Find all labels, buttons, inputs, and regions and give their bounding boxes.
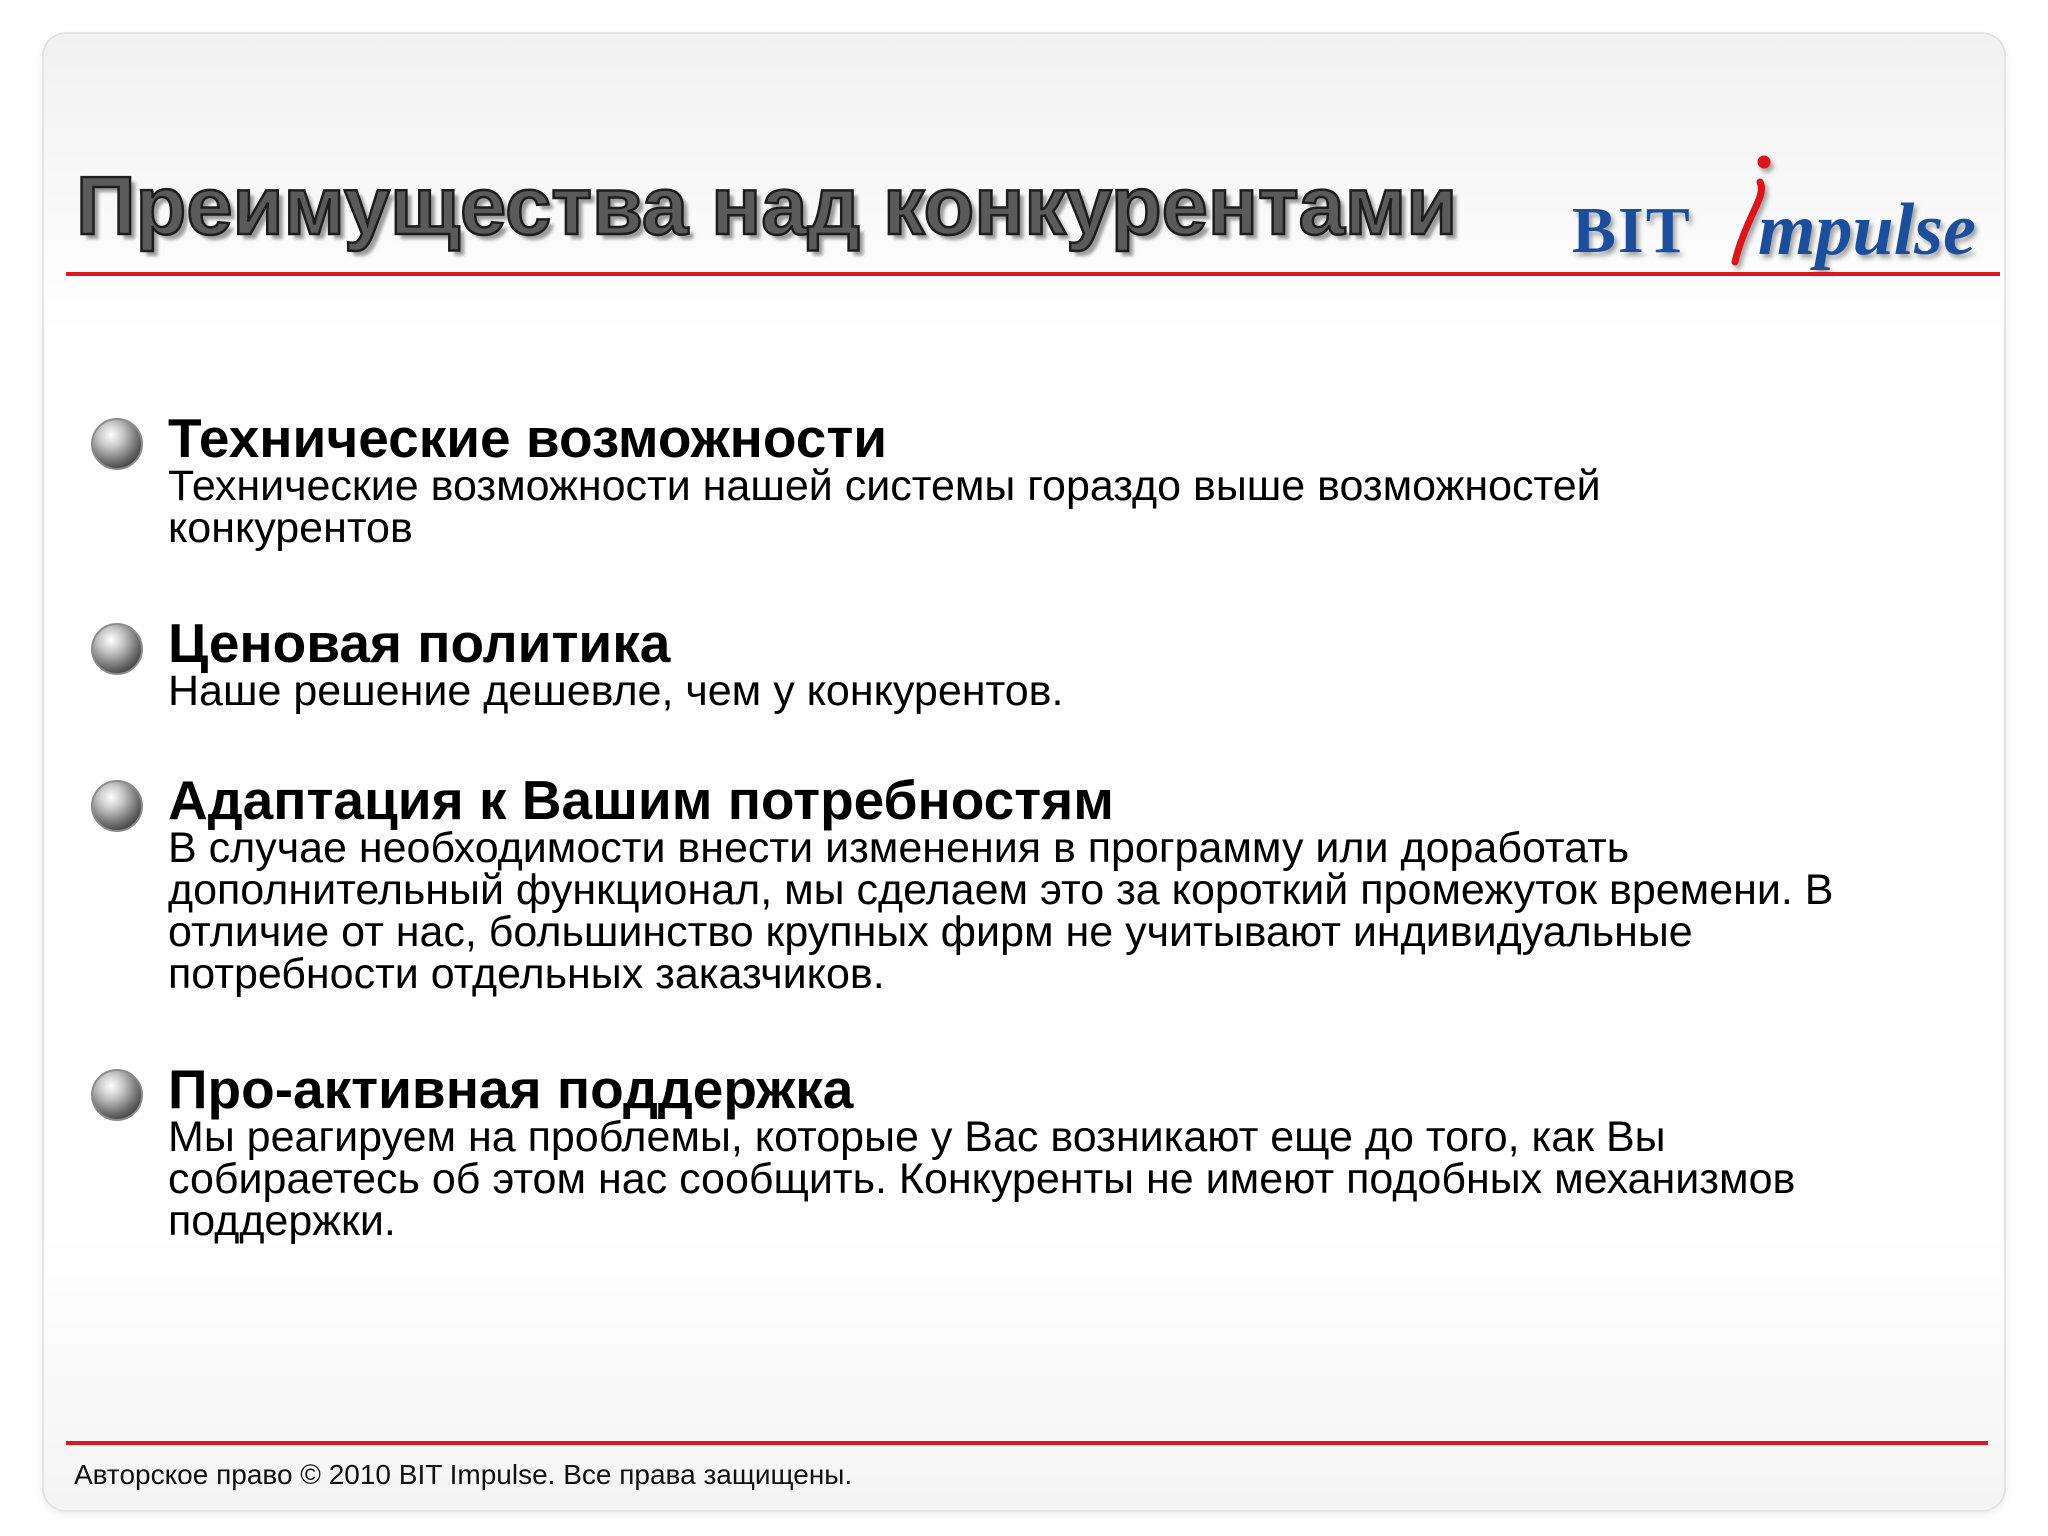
advantages-list	[90, 408, 1970, 1306]
title-divider	[66, 272, 1988, 276]
advantage-description: Наше решение дешевле, чем у конкурентов.	[168, 667, 1064, 715]
advantage-item-proactive-support	[90, 1058, 1970, 1245]
advantage-item-price	[90, 612, 1970, 715]
advantage-heading: Технические возможности	[168, 407, 888, 469]
logo-bit-text: BIT	[1572, 194, 1692, 267]
logo-impulse-text: mpulse	[1758, 189, 1976, 271]
advantage-heading: Адаптация к Вашим потребностям	[168, 769, 1114, 831]
advantage-heading: Ценовая политика	[168, 612, 671, 674]
copyright-footer: Авторское право © 2010 BIT Impulse. Все права защищены.	[74, 1459, 853, 1490]
sphere-bullet-icon	[90, 417, 144, 471]
sphere-bullet-icon	[90, 779, 144, 833]
sphere-bullet-icon	[90, 1068, 144, 1122]
advantage-description: Технические возможности нашей системы гораздо выше возможностей конкурентов	[168, 462, 1601, 552]
advantage-item-adaptation	[90, 769, 1970, 998]
bit-impulse-logo	[1570, 150, 2000, 290]
logo-i-dot	[1758, 156, 1771, 169]
slide-title: Преимущества над конкурентами	[76, 159, 1458, 252]
advantage-item-technical	[90, 407, 1970, 552]
advantage-description: Мы реагируем на проблемы, которые у Вас возникают еще до того, как Вы собираетесь об этом нас сообщить. Конкуренты не имеют подобных механизмов поддержки.	[168, 1113, 1796, 1245]
footer-divider	[66, 1441, 1988, 1445]
advantage-description: В случае необходимости внести изменения в программу или доработать дополнительный функционал, мы сделаем это за короткий промежуток времени. В отличие от нас, большинство крупных фирм не учитывают индивидуальные потребности отдельных заказчиков.	[168, 824, 1834, 998]
sphere-bullet-icon	[90, 622, 144, 676]
advantage-heading: Про-активная поддержка	[168, 1058, 854, 1120]
